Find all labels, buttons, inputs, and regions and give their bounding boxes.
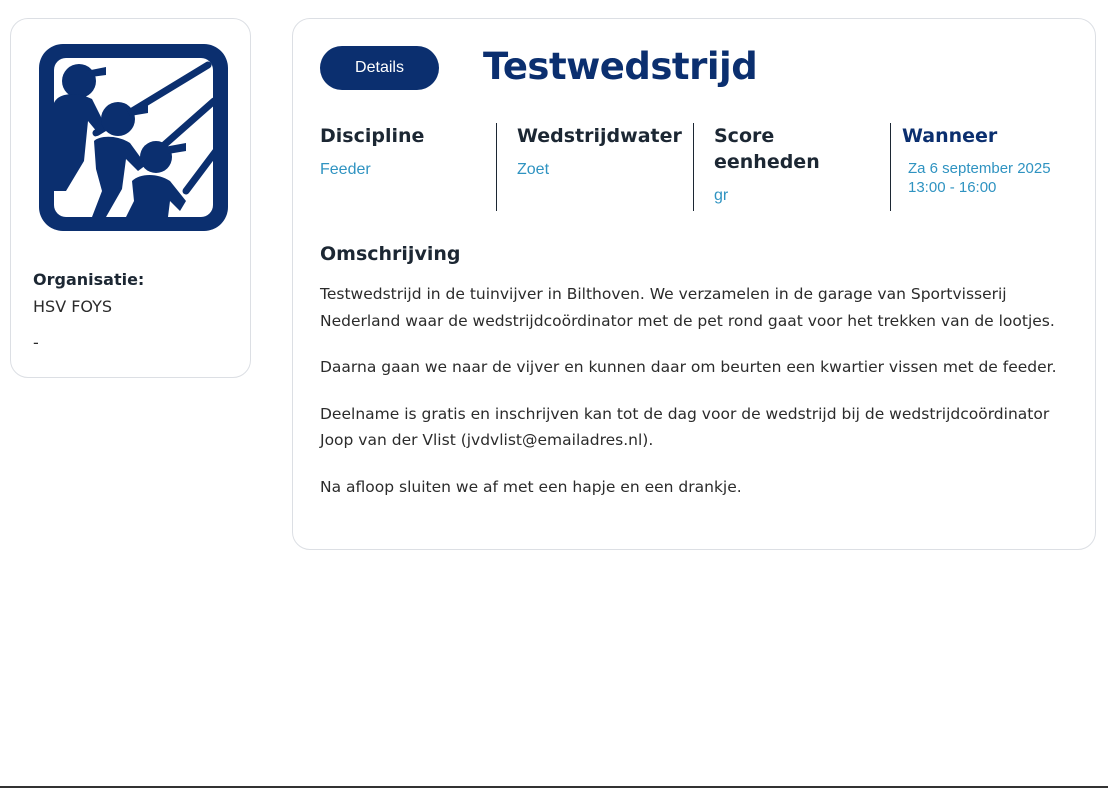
info-score-units xyxy=(693,123,890,211)
description-body xyxy=(320,281,1080,520)
organizer-name: HSV FOYS xyxy=(33,297,113,316)
description-title: Omschrijving xyxy=(320,243,461,265)
description-paragraph: Daarna gaan we naar de vijver en kunnen daar om beurten een kwartier vissen met de feeder. xyxy=(320,358,1057,376)
info-date: Za 6 september 2025 xyxy=(908,160,1051,177)
info-heading: Discipline xyxy=(320,125,425,147)
info-value: Zoet xyxy=(517,161,550,178)
bottom-divider xyxy=(0,786,1108,788)
details-tab-button[interactable]: Details xyxy=(320,46,439,90)
info-heading: Wedstrijdwater xyxy=(517,125,682,147)
info-water xyxy=(496,123,693,211)
info-when xyxy=(890,123,1090,211)
anglers-fishing-logo-icon xyxy=(36,41,231,234)
info-time: 13:00 - 16:00 xyxy=(908,179,997,196)
description-paragraph: Testwedstrijd in de tuinvijver in Bilthoven. We verzamelen in de garage van Sportvisserij Nederland waar de wedstrijdcoördinator met de pet rond gaat voor het trekken van de lootjes. xyxy=(320,285,1055,330)
info-heading: Score eenheden xyxy=(714,125,820,173)
info-value: Feeder xyxy=(320,161,371,178)
organizer-card xyxy=(10,18,251,378)
event-title: Testwedstrijd xyxy=(483,45,758,88)
description-paragraph: Na afloop sluiten we af met een hapje en een drankje. xyxy=(320,477,742,496)
organizer-extra: - xyxy=(33,333,39,352)
info-value: gr xyxy=(714,187,729,204)
organizer-label: Organisatie: xyxy=(33,270,145,289)
description-paragraph: Deelname is gratis en inschrijven kan tot de dag voor de wedstrijd bij de wedstrijdcoördinator Joop van der Vlist (jvdvlist@emailadres.nl). xyxy=(320,404,1050,449)
info-heading: Wanneer xyxy=(902,125,998,147)
info-discipline xyxy=(320,123,497,211)
event-card xyxy=(292,18,1096,550)
